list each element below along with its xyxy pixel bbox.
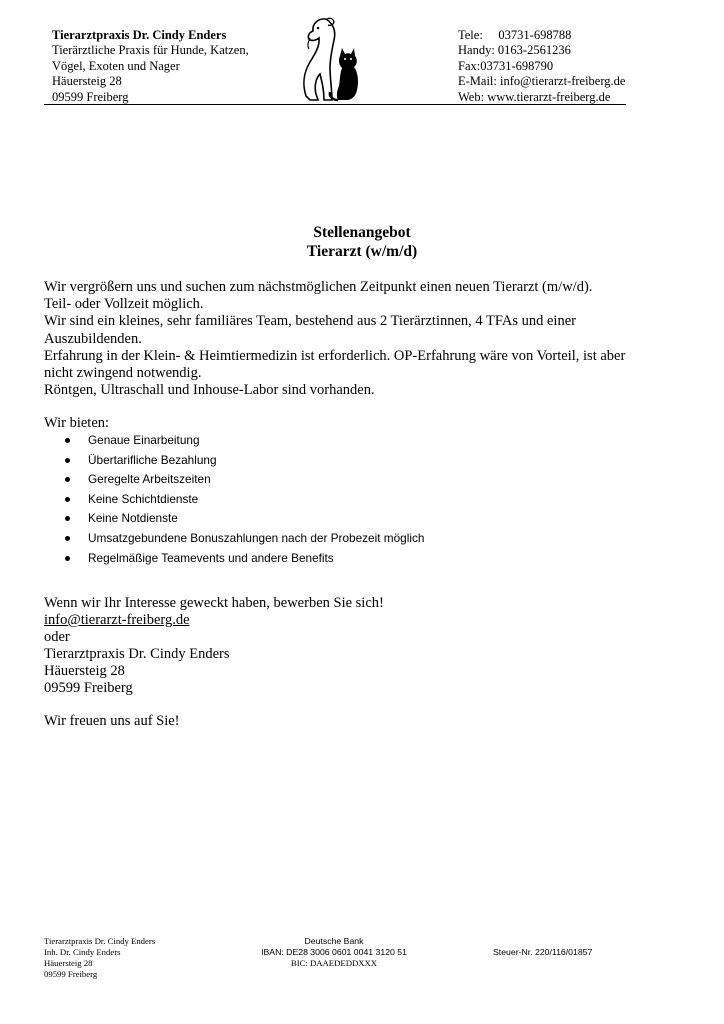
bullet-icon xyxy=(65,556,70,561)
list-item xyxy=(65,529,424,549)
footer-tax-number: Steuer-Nr. 220/116/01857 xyxy=(493,947,593,957)
description-paragraph: Wir sind ein kleines, sehr familiäres Team, bestehend aus 2 Tierärztinnen, 4 TFAs und einer Auszubildenden. xyxy=(44,313,576,347)
letterhead-contact xyxy=(458,28,625,105)
benefits-list xyxy=(65,431,424,568)
footer-address xyxy=(44,936,155,980)
application-call: Wenn wir Ihr Interesse geweckt haben, bewerben Sie sich! xyxy=(44,595,384,611)
contact-fax: Fax:03731-698790 xyxy=(458,58,554,73)
bullet-icon xyxy=(65,477,70,482)
bullet-icon xyxy=(65,516,70,521)
contact-website: Web: www.tierarzt-freiberg.de xyxy=(458,89,611,104)
benefits-heading: Wir bieten: xyxy=(44,415,110,431)
list-item xyxy=(65,470,424,490)
benefit-text: Umsatzgebundene Bonuszahlungen nach der Probezeit möglich xyxy=(88,530,425,545)
benefit-text: Geregelte Arbeitszeiten xyxy=(88,472,211,487)
bank-bic: BIC: DAAEDEDDXXX xyxy=(290,958,378,968)
job-title-position: Tierarzt (w/m/d) xyxy=(306,242,418,260)
benefit-text: Übertarifliche Bezahlung xyxy=(88,452,217,467)
practice-city: 09599 Freiberg xyxy=(52,89,129,104)
benefit-text: Regelmäßige Teamevents und andere Benefits xyxy=(88,550,334,565)
job-title xyxy=(0,224,724,261)
dog-and-cat-silhouette-icon xyxy=(296,16,362,102)
bullet-icon xyxy=(65,536,70,541)
contact-mobile: Handy: 0163-2561236 xyxy=(458,43,571,58)
benefit-text: Keine Notdienste xyxy=(88,511,178,526)
or-text: oder xyxy=(44,629,70,646)
application-address-street: Häuersteig 28 xyxy=(44,663,125,680)
application-email-link[interactable]: info@tierarzt-freiberg.de xyxy=(44,612,190,629)
bullet-icon xyxy=(65,438,70,443)
benefit-text: Genaue Einarbeitung xyxy=(88,433,200,447)
job-title-heading: Stellenangebot xyxy=(313,224,411,241)
description-paragraph: Erfahrung in der Klein- & Heimtiermedizin ist erforderlich. OP-Erfahrung wäre von Vorteil, ist aber nicht zwingend notwendig. xyxy=(44,347,626,382)
bullet-icon xyxy=(65,458,70,463)
header-divider xyxy=(44,104,626,105)
application-section xyxy=(44,595,384,730)
contact-email: E-Mail: info@tierarzt-freiberg.de xyxy=(458,74,626,89)
footer-bank xyxy=(236,936,432,969)
application-address-name: Tierarztpraxis Dr. Cindy Enders xyxy=(44,646,230,663)
practice-street: Häuersteig 28 xyxy=(52,74,122,89)
footer-owner: Inh. Dr. Cindy Enders xyxy=(44,947,121,957)
practice-description-line-2: Vögel, Exoten und Nager xyxy=(52,58,180,73)
contact-phone: Tele: 03731-698788 xyxy=(458,28,572,42)
bank-name: Deutsche Bank xyxy=(304,936,364,946)
bank-iban: IBAN: DE28 3006 0601 0041 3120 51 xyxy=(261,947,407,957)
application-address-city: 09599 Freiberg xyxy=(44,680,133,697)
practice-name: Tierarztpraxis Dr. Cindy Enders xyxy=(52,28,227,42)
list-item xyxy=(65,509,424,529)
job-description xyxy=(44,279,644,399)
letterhead-address xyxy=(52,28,249,105)
footer-city: 09599 Freiberg xyxy=(44,969,98,979)
list-item xyxy=(65,490,424,510)
footer-street: Häuersteig 28 xyxy=(44,958,93,968)
benefit-text: Keine Schichtdienste xyxy=(88,491,199,506)
description-paragraph: Teil- oder Vollzeit möglich. xyxy=(44,296,204,313)
list-item xyxy=(65,451,424,471)
description-paragraph: Wir vergrößern uns und suchen zum nächstmöglichen Zeitpunkt einen neuen Tierarzt (m/w/d). xyxy=(44,279,593,295)
description-paragraph: Röntgen, Ultraschall und Inhouse-Labor sind vorhanden. xyxy=(44,382,375,399)
bullet-icon xyxy=(65,497,70,502)
closing-greeting: Wir freuen uns auf Sie! xyxy=(44,712,180,729)
footer-practice-name: Tierarztpraxis Dr. Cindy Enders xyxy=(44,936,156,946)
practice-description-line-1: Tierärztliche Praxis für Hunde, Katzen, xyxy=(52,43,249,58)
list-item xyxy=(65,549,424,569)
list-item xyxy=(65,431,424,451)
